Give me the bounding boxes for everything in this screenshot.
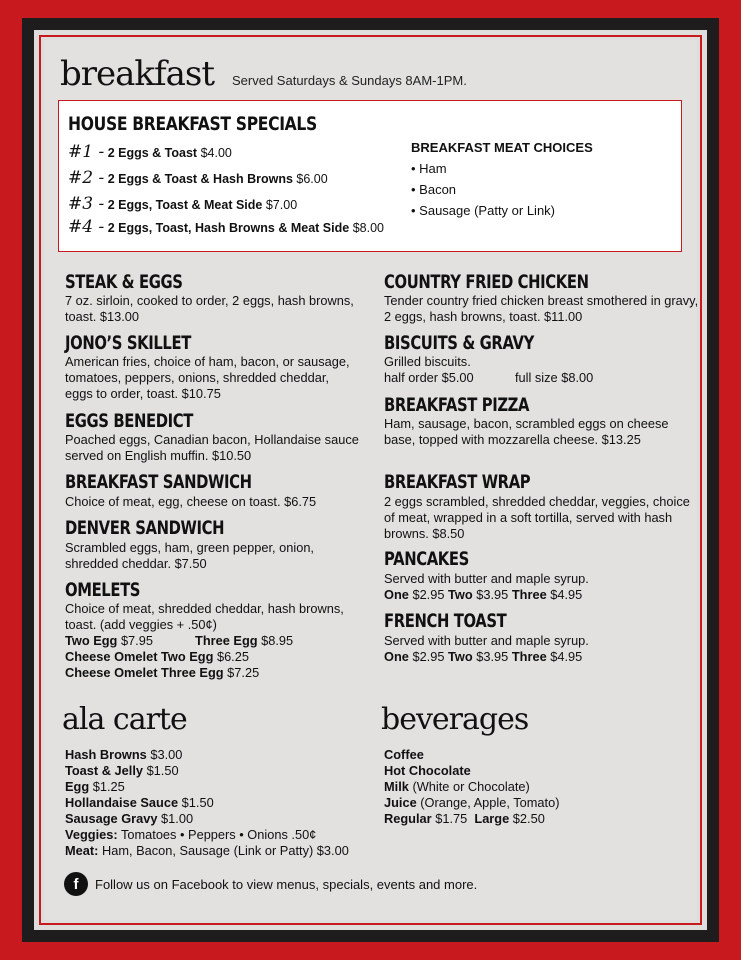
meat-choices-heading: BREAKFAST MEAT CHOICES [411,140,593,155]
alacarte-hash-browns: Hash Browns $3.00 [65,747,183,762]
meat-choice-ham: • Ham [411,161,447,176]
biscuits-desc: Grilled biscuits. [384,354,471,369]
cheese-omelet-three: Cheese Omelet Three Egg $7.25 [65,665,260,680]
meat-choice-bacon: • Bacon [411,182,457,197]
biscuits-half: half order $5.00 [384,370,474,385]
french-toast-desc: Served with butter and maple syrup. [384,633,589,648]
alacarte-sausage-gravy: Sausage Gravy $1.00 [65,811,194,826]
beverage-coffee: Coffee [384,747,424,762]
benedict-desc: Poached eggs, Canadian bacon, Hollandaise sauce served on English muffin. $10.50 [65,432,359,463]
benedict-title: EGGS BENEDICT [65,410,193,432]
alacarte-hollandaise: Hollandaise Sauce $1.50 [65,795,214,810]
meat-choice-sausage: • Sausage (Patty or Link) [411,203,556,218]
french-toast-prices: One $2.95 Two $3.95 Three $4.95 [384,649,583,664]
facebook-icon[interactable]: f [64,872,88,896]
skillet-title: JONO’S SKILLET [65,332,191,354]
beverages-title: beverages [381,702,529,737]
special-2: #2 - 2 Eggs & Toast & Hash Browns $6.00 [68,168,328,188]
denver-title: DENVER SANDWICH [65,517,225,539]
beverage-milk: Milk (White or Chocolate) [384,779,530,794]
skillet-desc: American fries, choice of ham, bacon, or sausage, tomatoes, peppers, onions, shredded cheddar, eggs to order, toast. $10.75 [65,354,350,401]
specials-heading: HOUSE BREAKFAST SPECIALS [68,113,317,135]
omelet-three-egg: Three Egg $8.95 [195,633,294,648]
chicken-title: COUNTRY FRIED CHICKEN [384,271,589,293]
pancakes-title: PANCAKES [384,548,469,570]
cheese-omelet-two: Cheese Omelet Two Egg $6.25 [65,649,249,664]
wrap-title: BREAKFAST WRAP [384,471,531,493]
breakfast-sandwich-desc: Choice of meat, egg, cheese on toast. $6.75 [65,494,317,509]
alacarte-toast-jelly: Toast & Jelly $1.50 [65,763,179,778]
alacarte-meat: Meat: Ham, Bacon, Sausage (Link or Patty) $3.00 [65,843,349,858]
omelets-title: OMELETS [65,579,141,601]
breakfast-sandwich-title: BREAKFAST SANDWICH [65,471,252,493]
steak-eggs-desc: 7 oz. sirloin, cooked to order, 2 eggs, hash browns, toast. $13.00 [65,293,354,324]
pizza-desc: Ham, sausage, bacon, scrambled eggs on cheese base, topped with mozzarella cheese. $13.25 [384,416,669,447]
beverage-hot-chocolate: Hot Chocolate [384,763,471,778]
pancakes-prices: One $2.95 Two $3.95 Three $4.95 [384,587,583,602]
steak-eggs-title: STEAK & EGGS [65,271,183,293]
alacarte-veggies: Veggies: Tomatoes • Peppers • Onions .50¢ [65,827,317,842]
page-title: breakfast [60,54,214,94]
served-hours: Served Saturdays & Sundays 8AM-1PM. [232,73,467,88]
alacarte-title: ala carte [62,702,187,737]
pancakes-desc: Served with butter and maple syrup. [384,571,589,586]
facebook-follow-text: Follow us on Facebook to view menus, specials, events and more. [95,877,478,892]
special-3: #3 - 2 Eggs, Toast & Meat Side $7.00 [68,194,298,214]
alacarte-egg: Egg $1.25 [65,779,125,794]
wrap-desc: 2 eggs scrambled, shredded cheddar, veggies, choice of meat, wrapped in a soft tortilla, served with hash browns. $8.50 [384,494,690,541]
denver-desc: Scrambled eggs, ham, green pepper, onion, shredded cheddar. $7.50 [65,540,314,571]
beverage-juice: Juice (Orange, Apple, Tomato) [384,795,560,810]
french-toast-title: FRENCH TOAST [384,610,507,632]
pizza-title: BREAKFAST PIZZA [384,394,530,416]
omelet-two-egg: Two Egg $7.95 [65,633,153,648]
special-4: #4 - 2 Eggs, Toast, Hash Browns & Meat Side $8.00 [68,217,384,237]
beverage-prices: Regular $1.75 Large $2.50 [384,811,545,826]
biscuits-title: BISCUITS & GRAVY [384,332,534,354]
omelets-desc: Choice of meat, shredded cheddar, hash browns, toast. (add veggies + .50¢) [65,601,344,632]
chicken-desc: Tender country fried chicken breast smothered in gravy, 2 eggs, hash browns, toast. $11.00 [384,293,699,324]
special-1: #1 - 2 Eggs & Toast $4.00 [68,142,232,162]
biscuits-full: full size $8.00 [515,370,594,385]
